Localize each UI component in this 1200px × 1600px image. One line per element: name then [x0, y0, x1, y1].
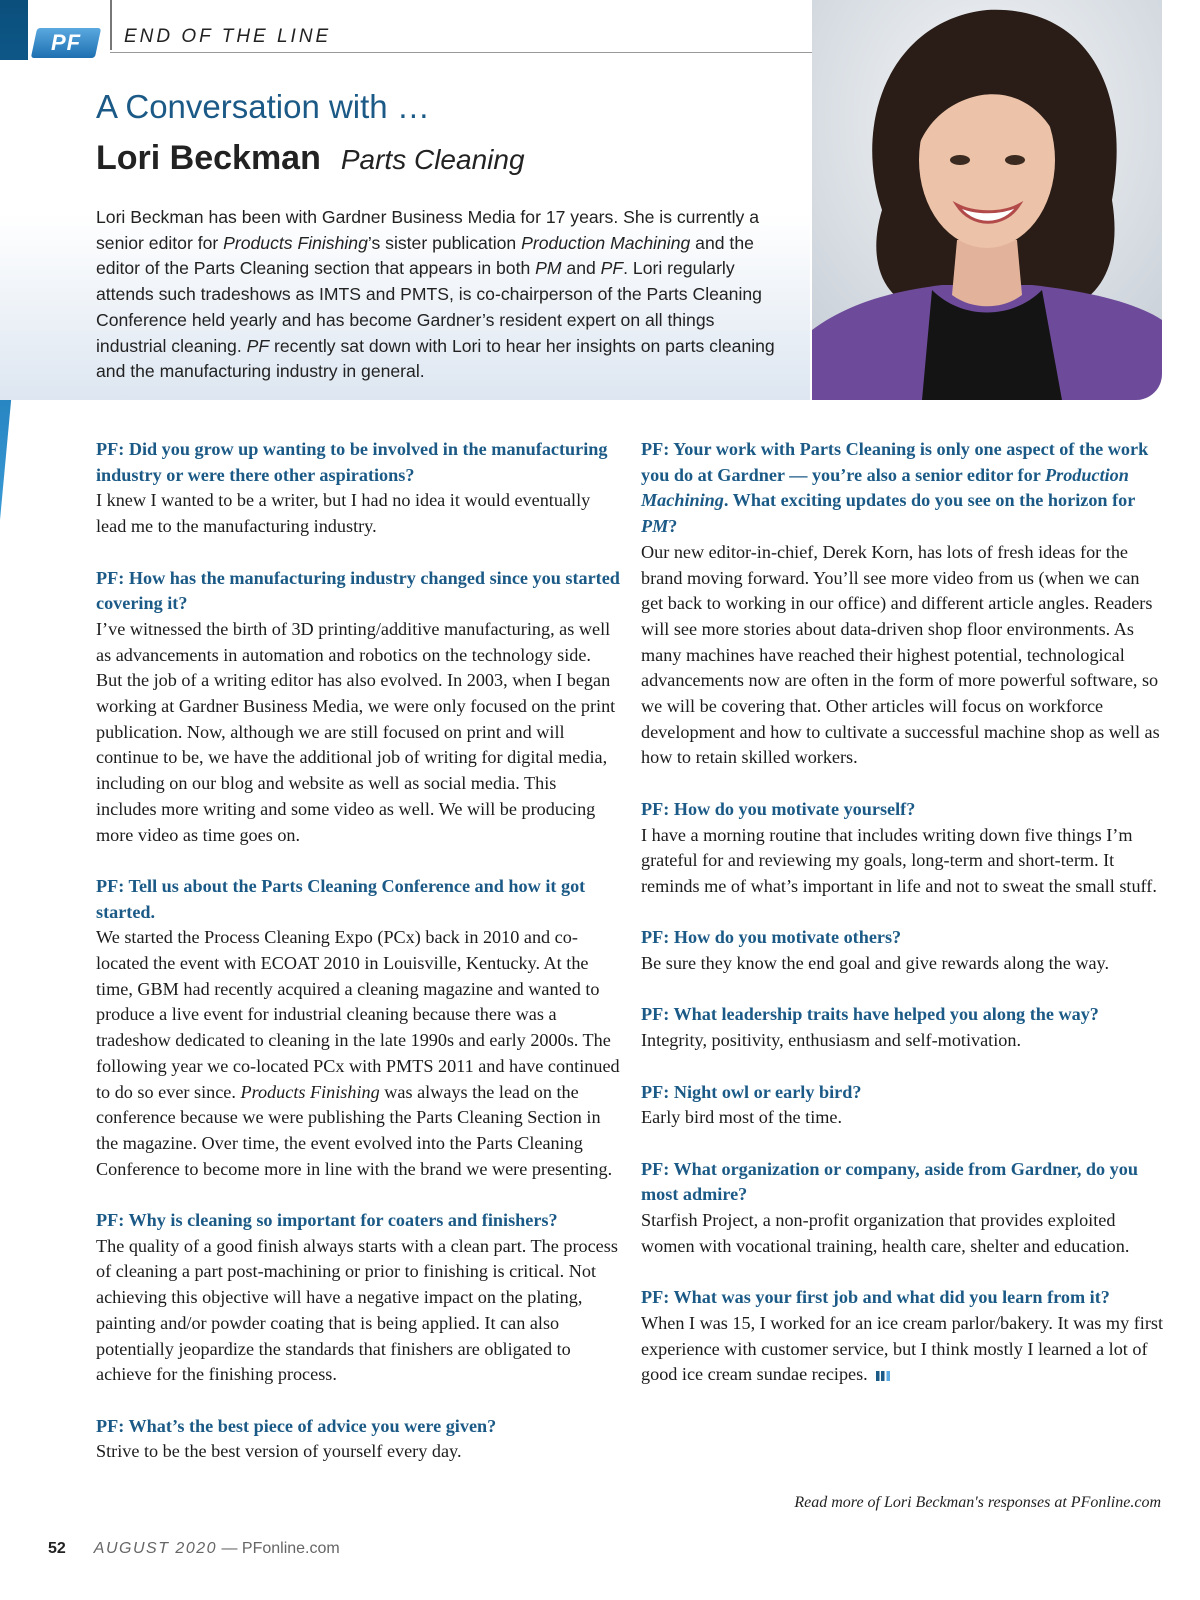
qa-block: [641, 1002, 1163, 1053]
text-run: Starfish Project, a non-profit organization that provides exploited women with vocational training, health care, shelter and education.: [641, 1210, 1130, 1256]
qa-block: [641, 1285, 1163, 1388]
answer: [641, 823, 1163, 900]
text-run: recently sat down with Lori to hear her insights on parts cleaning and the manufacturing industry in general.: [96, 335, 775, 382]
text-run: I knew I wanted to be a writer, but I had no idea it would eventually lead me to the manufacturing industry.: [96, 490, 591, 537]
italic-run: PM: [641, 516, 669, 537]
italic-run: PF: [246, 335, 270, 356]
text-run: PF: Did you grow up wanting to be involved in the manufacturing industry or were there other aspirations?: [96, 439, 608, 485]
question: [96, 1208, 620, 1234]
question: [641, 1285, 1163, 1311]
answer: [96, 1234, 620, 1388]
text-run: . What exciting updates do you see on the horizon for: [723, 490, 1135, 511]
text-run: The quality of a good finish always starts with a clean part. The process of cleaning a part post-machining or prior to finishing is critical. Not achieving this objective will have a negative impact on the plating, painting and/or powder coating that is being applied. It can also potentially jeopardize the standards that finishers are obligated to achieve for the finishing process.: [96, 1235, 618, 1385]
question: [96, 437, 620, 488]
text-run: Our new editor-in-chief, Derek Korn, has lots of fresh ideas for the brand moving forward. You’ll see more video from us (when we can get back to working in our office) and different article angles. Readers will see more stories about data-driven shop floor environments. As many machines have reached their highest potential, technological advancements now are often in the form of more powerful software, so we will be covering that. Other articles will focus on workforce development and how to cultivate a successful machine shop as well as how to retain skilled workers.: [641, 541, 1160, 768]
end-of-article-mark-icon: [876, 1371, 890, 1381]
text-run: PF: Why is cleaning so important for coaters and finishers?: [96, 1210, 558, 1231]
answer: [96, 1439, 620, 1465]
text-run: Be sure they know the end goal and give rewards along the way.: [641, 953, 1110, 974]
section-title: END OF THE LINE: [124, 26, 332, 47]
qa-block: [96, 1414, 620, 1465]
article-headline: A Conversation with …: [96, 88, 430, 125]
header-rule-vertical: [110, 0, 112, 50]
text-run: PF: How has the manufacturing industry changed since you started covering it?: [96, 567, 620, 614]
qa-block: [641, 437, 1163, 771]
italic-run: PF: [600, 258, 624, 279]
question: [641, 437, 1163, 540]
text-run: Early bird most of the time.: [641, 1107, 843, 1128]
answer: [96, 617, 620, 848]
text-run: PF: What’s the best piece of advice you were given?: [96, 1415, 497, 1436]
text-run: PF: Tell us about the Parts Cleaning Conference and how it got started.: [96, 875, 586, 922]
interviewee-line: [96, 139, 525, 178]
italic-run: Production Machining: [641, 464, 1129, 511]
answer: [641, 1105, 1163, 1131]
question: [96, 1414, 620, 1440]
question: [641, 797, 1163, 823]
text-run: PF: How do you motivate others?: [641, 927, 902, 948]
header-rule: [110, 52, 820, 53]
portrait-illustration: [812, 0, 1162, 400]
footer-site[interactable]: PFonline.com: [241, 1540, 340, 1557]
answer: [96, 488, 620, 539]
pf-logo: PF: [31, 28, 101, 58]
question: [641, 1157, 1163, 1208]
intro-text: [96, 205, 776, 385]
qa-block: [641, 797, 1163, 900]
issue-date: AUGUST 2020: [93, 1540, 218, 1557]
text-run: PF: Night owl or early bird?: [641, 1081, 862, 1102]
text-run: PF: How do you motivate yourself?: [641, 798, 916, 819]
intro-paragraph: [96, 205, 776, 385]
qa-block: [96, 437, 620, 540]
qa-block: [96, 566, 620, 849]
text-run: I have a morning routine that includes writing down five things I’m grateful for and reviewing my goals, long-term and short-term. It reminds me of what’s important in life and not to sweat the small stuff.: [641, 824, 1157, 896]
text-run: and: [561, 258, 601, 279]
read-more-link[interactable]: Read more of Lori Beckman's responses at PFonline.com: [794, 1494, 1161, 1511]
qa-block: [96, 874, 620, 1182]
text-run: PF: Your work with Parts Cleaning is only one aspect of the work you do at Gardner — you’re also a senior editor for: [641, 439, 1149, 485]
footer-separator: —: [217, 1540, 242, 1557]
question: [641, 1002, 1163, 1028]
text-run: When I was 15, I worked for an ice cream parlor/bakery. It was my first experience with customer service, but I think mostly I learned a lot of good ice cream sundae recipes.: [641, 1312, 1164, 1385]
text-run: and the editor of the Parts Cleaning section that appears in both: [96, 232, 754, 279]
italic-run: Products Finishing: [223, 232, 368, 253]
question: [641, 925, 1163, 951]
right-column: [641, 437, 1163, 1414]
answer: [641, 1311, 1163, 1388]
answer: [96, 925, 620, 1182]
answer: [641, 540, 1163, 771]
italic-run: Products Finishing: [240, 1081, 380, 1102]
interviewee-section: Parts Cleaning: [340, 144, 525, 175]
text-run: Lori Beckman has been with Gardner Business Media for 17 years. She is currently a senior editor for: [96, 207, 760, 253]
text-run: We started the Process Cleaning Expo (PCx) back in 2010 and co-located the event with ECOAT 2010 in Louisville, Kentucky. At the time, GBM had recently acquired a cleaning magazine and wanted to produce a live event for industrial cleaning because there was a tradeshow dedicated to cleaning in the late 1990s and early 2000s. The following year we co-located PCx with PMTS 2011 and have continued to do so ever since.: [96, 927, 620, 1102]
text-run: PF: What organization or company, aside from Gardner, do you most admire?: [641, 1158, 1138, 1205]
answer: [641, 951, 1163, 977]
answer: [641, 1028, 1163, 1054]
text-run: ’s sister publication: [367, 232, 522, 253]
italic-run: PM: [535, 258, 562, 279]
question: [96, 874, 620, 925]
answer: [641, 1208, 1163, 1259]
text-run: . Lori regularly attends such tradeshows as IMTS and PMTS, is co-chairperson of the Parts Cleaning Conference held yearly and has become Gardner’s resident expert on all things industrial cleaning.: [96, 258, 762, 356]
text-run: was always the lead on the conference because we were publishing the Parts Cleaning Section in the magazine. Over time, the event evolved into the Parts Cleaning Conference to become more in line with the brand we were presenting.: [96, 1081, 613, 1179]
text-run: I’ve witnessed the birth of 3D printing/additive manufacturing, as well as advancements in automation and robotics on the technology side. But the job of a writing editor has also evolved. In 2003, when I began working at Gardner Business Media, we were only focused on the print publication. Now, although we are still focused on print and will continue to be, we have the additional job of writing for digital media, including on our blog and website as well as social media. This includes more writing and some video as well. We will be producing more video as time goes on.: [96, 618, 616, 845]
page-number: 52: [48, 1540, 66, 1557]
qa-block: [641, 1157, 1163, 1260]
text-run: ?: [668, 516, 678, 537]
qa-block: [96, 1208, 620, 1388]
text-run: Integrity, positivity, enthusiasm and self-motivation.: [641, 1030, 1022, 1051]
question: [641, 1080, 1163, 1106]
qa-block: [641, 1080, 1163, 1131]
qa-block: [641, 925, 1163, 976]
portrait-photo: [812, 0, 1162, 400]
text-run: PF: What was your first job and what did you learn from it?: [641, 1287, 1110, 1308]
page-footer: [48, 1540, 340, 1558]
interviewee-name: Lori Beckman: [96, 139, 321, 177]
left-column: [96, 437, 620, 1491]
text-run: PF: What leadership traits have helped you along the way?: [641, 1004, 1099, 1025]
question: [96, 566, 620, 617]
text-run: Strive to be the best version of yourself every day.: [96, 1441, 462, 1462]
italic-run: Production Machining: [521, 232, 691, 253]
